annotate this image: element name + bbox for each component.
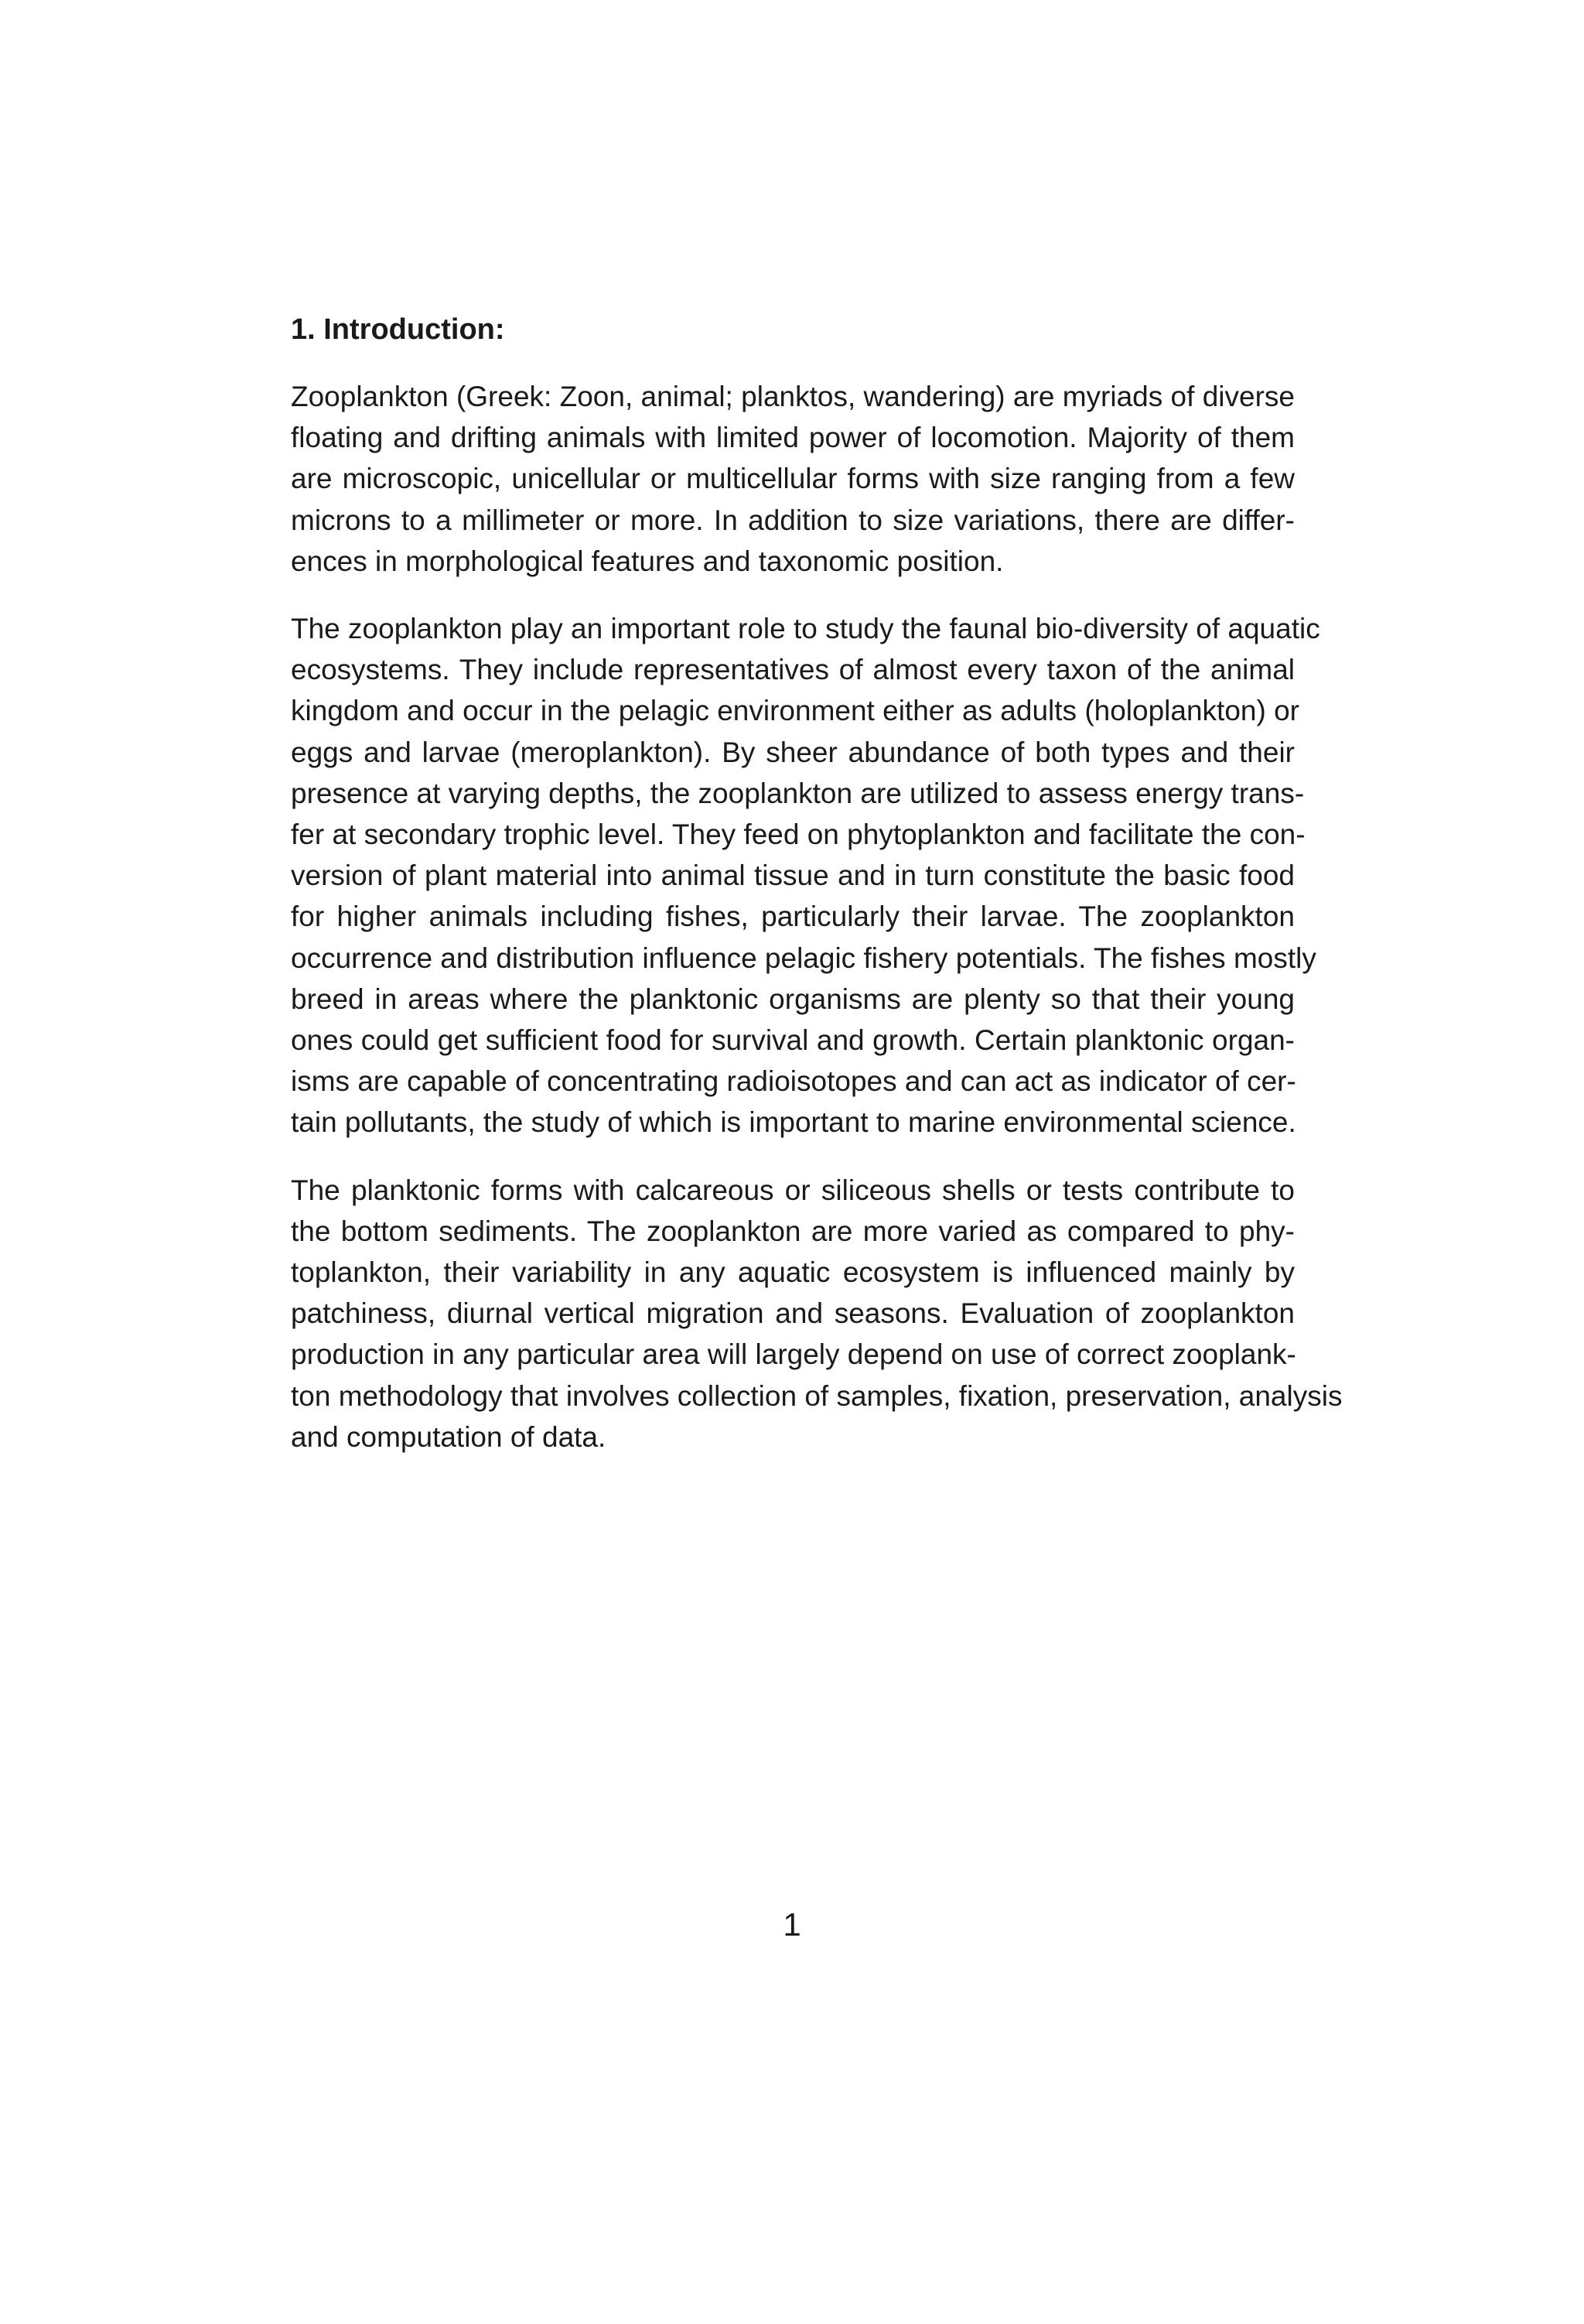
paragraph-line: and computation of data. [291,1420,606,1453]
paragraph-line: eggs and larvae (meroplankton). By sheer abundance of both types and their [291,736,1295,768]
paragraph-line: ton methodology that involves collection of samples, fixation, preservation, analysis [291,1379,1343,1412]
paragraph-line: toplankton, their variability in any aquatic ecosystem is influenced mainly by [291,1256,1295,1289]
paragraph-line: are microscopic, unicellular or multicellular forms with size ranging from a few [291,463,1295,495]
paragraph-line: tain pollutants, the study of which is important to marine environmental science. [291,1106,1296,1139]
section-heading: 1. Introduction: [291,313,505,346]
paragraph-line: The planktonic forms with calcareous or siliceous shells or tests contribute to [291,1174,1295,1206]
paragraph-3 [291,1170,1343,1458]
paragraph-line: The zooplankton play an important role to study the faunal bio-diversity of aquatic [291,613,1320,645]
paragraph-2 [291,608,1320,1143]
paragraph-line: occurrence and distribution influence pelagic fishery potentials. The fishes mostly [291,942,1316,974]
page-content [291,309,1343,1484]
paragraph-line: production in any particular area will largely depend on use of correct zooplank- [291,1338,1296,1371]
paragraph-1 [291,376,1295,582]
paragraph-line: version of plant material into animal tissue and in turn constitute the basic food [291,860,1295,892]
paragraph-line: presence at varying depths, the zooplankton are utilized to assess energy trans- [291,777,1305,809]
paragraph-line: ences in morphological features and taxonomic position. [291,545,1004,577]
paragraph-line: floating and drifting animals with limited power of locomotion. Majority of them [291,422,1295,454]
paragraph-line: fer at secondary trophic level. They feed on phytoplankton and facilitate the con- [291,819,1306,851]
page-number: 1 [783,1906,801,1943]
paragraph-line: ecosystems. They include representatives of almost every taxon of the animal [291,654,1295,686]
paragraph-line: Zooplankton (Greek: Zoon, animal; planktos, wandering) are myriads of diverse [291,381,1295,412]
paragraph-line: breed in areas where the planktonic organisms are plenty so that their young [291,983,1295,1015]
paragraph-line: the bottom sediments. The zooplankton are more varied as compared to phy- [291,1215,1295,1247]
paragraph-line: kingdom and occur in the pelagic environment either as adults (holoplankton) or [291,695,1299,727]
paragraph-line: microns to a millimeter or more. In addition to size variations, there are differ- [291,504,1295,536]
paragraph-line: ones could get sufficient food for survival and growth. Certain planktonic organ- [291,1024,1295,1057]
paragraph-line: isms are capable of concentrating radioisotopes and can act as indicator of cer- [291,1065,1296,1098]
paragraph-line: for higher animals including fishes, particularly their larvae. The zooplankton [291,901,1295,933]
body-text [291,376,1343,1458]
paragraph-line: patchiness, diurnal vertical migration and seasons. Evaluation of zooplankton [291,1297,1295,1330]
